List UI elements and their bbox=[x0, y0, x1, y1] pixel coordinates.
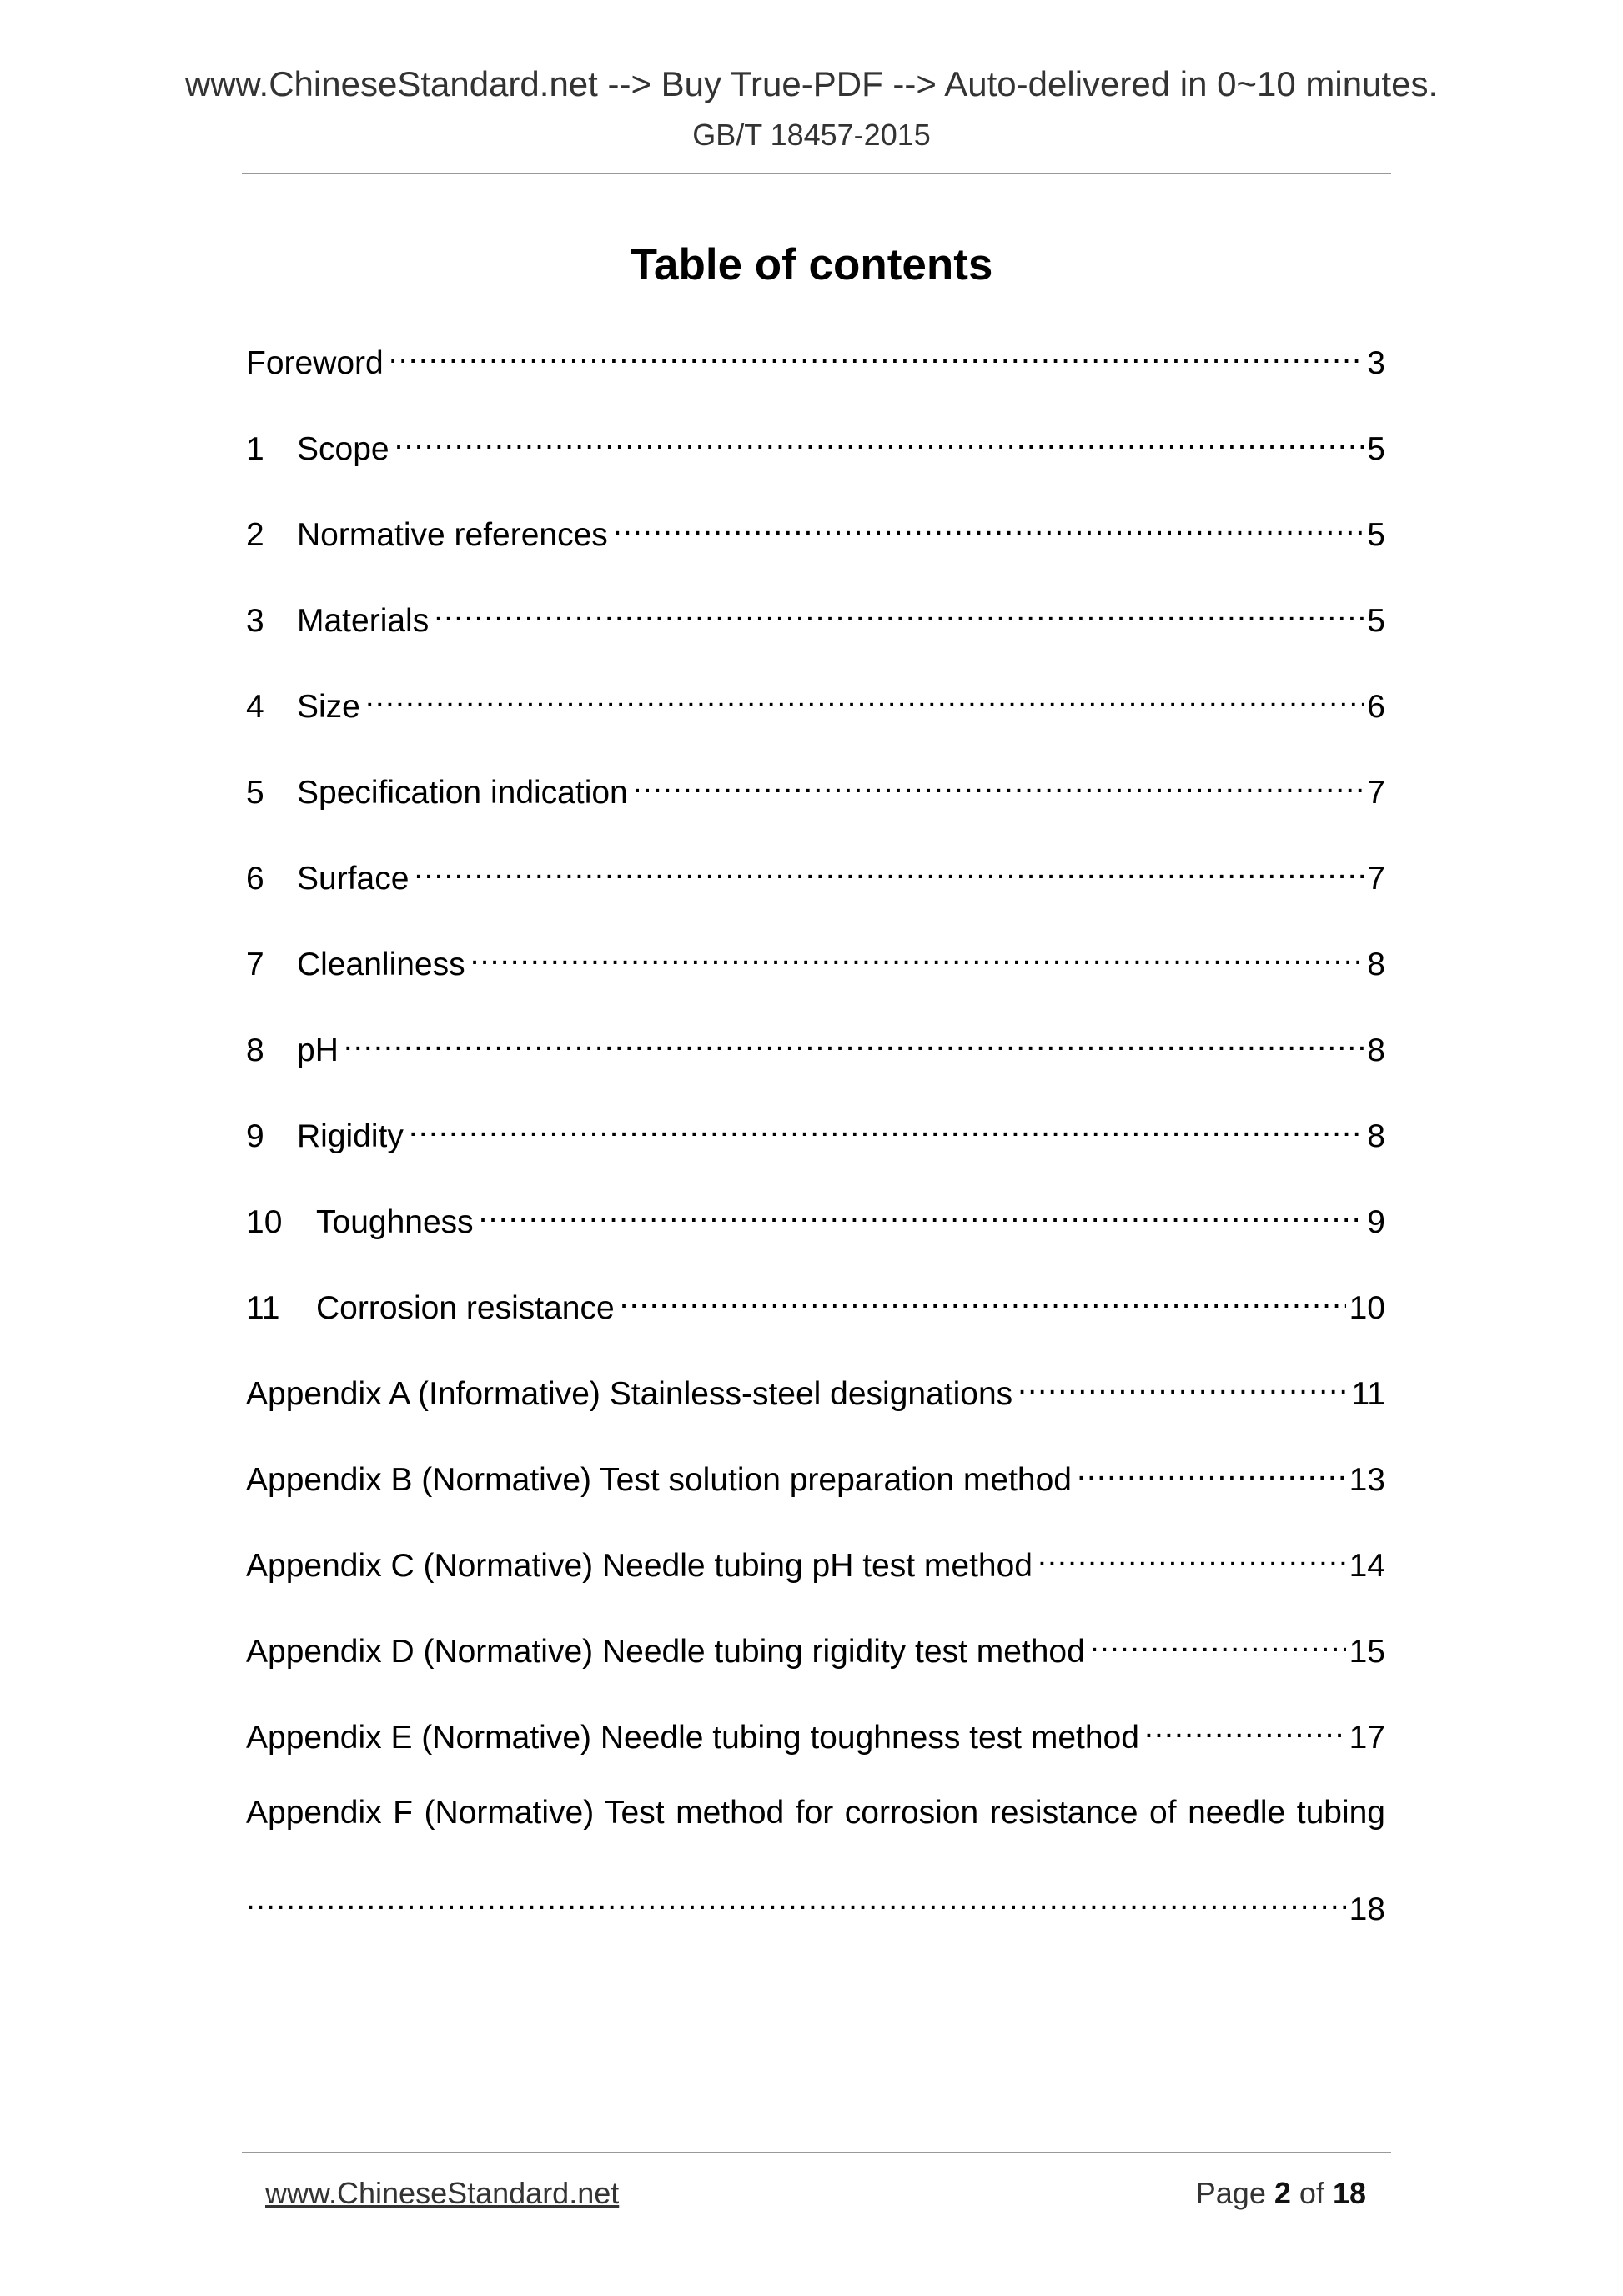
toc-leader-dots bbox=[470, 933, 1364, 975]
toc-entry-number: 10 bbox=[246, 1204, 283, 1240]
toc-entry-label: Foreword bbox=[246, 345, 384, 381]
toc-entry-number: 2 bbox=[246, 517, 264, 553]
toc-leader-dots bbox=[1090, 1620, 1346, 1662]
toc-entry-page: 17 bbox=[1349, 1720, 1385, 1756]
footer-page-indicator bbox=[1196, 2175, 1366, 2211]
toc-entry-page: 3 bbox=[1367, 345, 1385, 381]
header-divider bbox=[242, 173, 1391, 174]
toc-entry-rigidity[interactable] bbox=[246, 1105, 1385, 1154]
toc-entry-appendix-e[interactable] bbox=[246, 1706, 1385, 1756]
page-of: of bbox=[1299, 2176, 1324, 2210]
toc-entry-page: 13 bbox=[1349, 1462, 1385, 1498]
toc-leader-dots bbox=[479, 1191, 1364, 1233]
toc-entry-foreword[interactable] bbox=[246, 332, 1385, 381]
standard-code: GB/T 18457-2015 bbox=[692, 118, 931, 152]
toc-leader-dots bbox=[246, 1878, 1346, 1920]
toc-entry-appendix-f[interactable] bbox=[246, 1878, 1385, 1927]
toc-entry-page: 5 bbox=[1367, 603, 1385, 639]
toc-leader-dots bbox=[344, 1019, 1364, 1061]
toc-entry-label: Normative references bbox=[297, 517, 608, 553]
toc-leader-dots bbox=[1038, 1535, 1346, 1576]
toc-entry-specification-indication[interactable] bbox=[246, 761, 1385, 811]
toc-entry-page: 8 bbox=[1367, 1118, 1385, 1154]
toc-entry-page: 18 bbox=[1349, 1892, 1385, 1927]
toc-entry-label: Specification indication bbox=[297, 775, 628, 811]
toc-entry-number: 9 bbox=[246, 1118, 264, 1154]
footer-divider bbox=[242, 2152, 1391, 2153]
toc-entry-number: 3 bbox=[246, 603, 264, 639]
toc-entry-page: 8 bbox=[1367, 947, 1385, 982]
toc-leader-dots bbox=[389, 332, 1364, 374]
toc-entry-number: 11 bbox=[246, 1290, 280, 1326]
toc-entry-label: pH bbox=[297, 1032, 339, 1068]
toc-leader-dots bbox=[620, 1277, 1346, 1319]
toc-entry-page: 9 bbox=[1367, 1204, 1385, 1240]
toc-entry-corrosion-resistance[interactable] bbox=[246, 1277, 1385, 1326]
toc-leader-dots bbox=[613, 504, 1364, 545]
toc-entry-page: 5 bbox=[1367, 431, 1385, 467]
header-banner: www.ChineseStandard.net --> Buy True-PDF --> Auto-delivered in 0~10 minutes. bbox=[184, 64, 1439, 103]
toc-entry-page: 14 bbox=[1349, 1548, 1385, 1584]
toc-entry-label: Appendix C (Normative) Needle tubing pH test method bbox=[246, 1548, 1033, 1584]
toc-entry-page: 7 bbox=[1367, 861, 1385, 897]
toc-entry-label: Appendix A (Informative) Stainless-steel designations bbox=[246, 1376, 1013, 1412]
toc-entry-page: 11 bbox=[1351, 1376, 1385, 1412]
toc-entry-ph[interactable] bbox=[246, 1019, 1385, 1068]
toc-entry-number: 4 bbox=[246, 689, 264, 725]
toc-entry-appendix-a[interactable] bbox=[246, 1363, 1385, 1412]
toc-leader-dots bbox=[414, 847, 1364, 889]
toc-entry-appendix-c[interactable] bbox=[246, 1535, 1385, 1584]
page-title: Table of contents bbox=[630, 240, 993, 289]
toc-entry-number: 7 bbox=[246, 947, 264, 982]
toc-entry-label: Toughness bbox=[316, 1204, 474, 1240]
toc-entry-surface[interactable] bbox=[246, 847, 1385, 897]
toc-entry-page: 8 bbox=[1367, 1032, 1385, 1068]
toc-entry-label: Rigidity bbox=[297, 1118, 404, 1154]
toc-leader-dots bbox=[1077, 1449, 1346, 1490]
toc-entry-page: 5 bbox=[1367, 517, 1385, 553]
toc-entry-label: Surface bbox=[297, 861, 410, 897]
toc-entry-appendix-b[interactable] bbox=[246, 1449, 1385, 1498]
toc-entry-normative-references[interactable] bbox=[246, 504, 1385, 553]
toc-entry-materials[interactable] bbox=[246, 590, 1385, 639]
footer-site-link[interactable]: www.ChineseStandard.net bbox=[265, 2176, 620, 2210]
toc-leader-dots bbox=[1018, 1363, 1348, 1404]
toc-entry-scope[interactable] bbox=[246, 418, 1385, 467]
toc-entry-toughness[interactable] bbox=[246, 1191, 1385, 1240]
toc-leader-dots bbox=[1144, 1706, 1346, 1748]
toc-entry-label: Corrosion resistance bbox=[316, 1290, 615, 1326]
page-current: 2 bbox=[1274, 2176, 1291, 2210]
toc-entry-page: 10 bbox=[1349, 1290, 1385, 1326]
toc-entry-page: 15 bbox=[1349, 1634, 1385, 1670]
toc-entry-label: Appendix E (Normative) Needle tubing toughness test method bbox=[246, 1720, 1139, 1756]
toc-leader-dots bbox=[409, 1105, 1364, 1147]
toc-entry-number: 5 bbox=[246, 775, 264, 811]
toc-leader-dots bbox=[434, 590, 1364, 631]
toc-leader-dots bbox=[365, 676, 1364, 717]
toc-entry-label: Scope bbox=[297, 431, 389, 467]
toc-leader-dots bbox=[633, 761, 1364, 803]
toc-entry-label: Materials bbox=[297, 603, 430, 639]
toc-entry-appendix-d[interactable] bbox=[246, 1620, 1385, 1670]
toc-entry-number: 6 bbox=[246, 861, 264, 897]
toc-entry-label: Size bbox=[297, 689, 360, 725]
toc-entry-appendix-f-label[interactable]: Appendix F (Normative) Test method for corrosion resistance of needle tubing bbox=[246, 1795, 1385, 1831]
toc-entry-page: 6 bbox=[1367, 689, 1385, 725]
page-prefix: Page bbox=[1195, 2176, 1266, 2210]
page-total: 18 bbox=[1332, 2176, 1366, 2210]
toc-entry-label: Appendix D (Normative) Needle tubing rigidity test method bbox=[246, 1634, 1085, 1670]
toc-entry-number: 1 bbox=[246, 431, 264, 467]
toc-entry-label: Appendix B (Normative) Test solution preparation method bbox=[246, 1462, 1072, 1498]
toc-entry-cleanliness[interactable] bbox=[246, 933, 1385, 982]
toc-entry-label: Cleanliness bbox=[297, 947, 465, 982]
toc-entry-page: 7 bbox=[1367, 775, 1385, 811]
toc-leader-dots bbox=[394, 418, 1364, 460]
toc-entry-size[interactable] bbox=[246, 676, 1385, 725]
toc-entry-number: 8 bbox=[246, 1032, 264, 1068]
